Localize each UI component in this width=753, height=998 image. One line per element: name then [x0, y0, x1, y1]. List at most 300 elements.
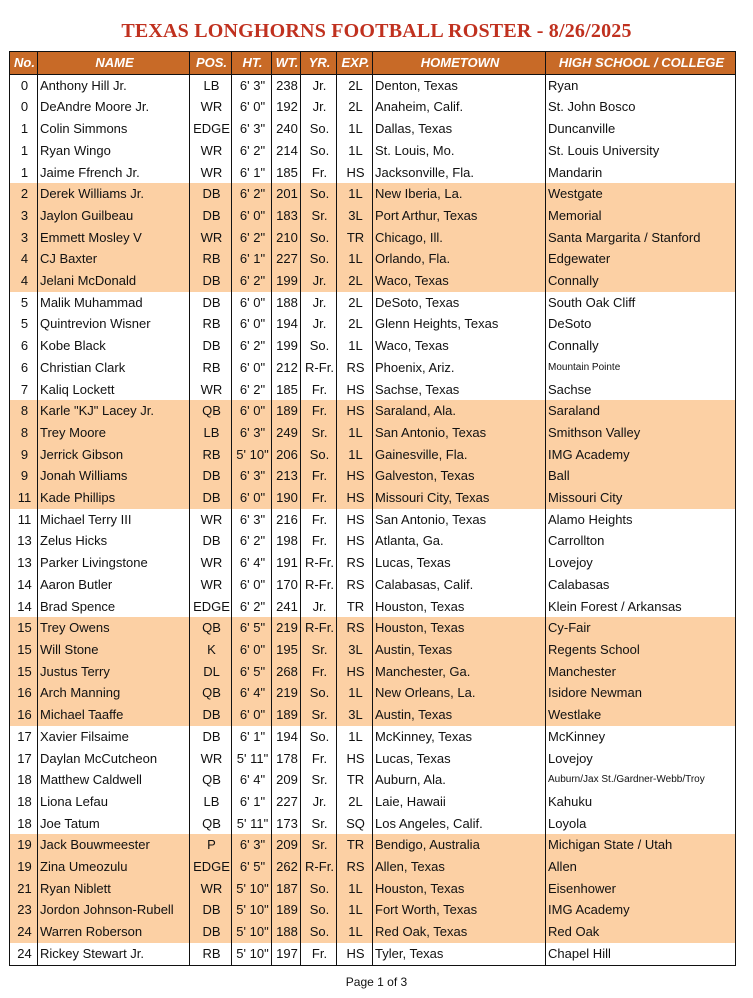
cell-experience: HS: [337, 487, 373, 509]
cell-school: Michigan State / Utah: [546, 834, 736, 856]
cell-school: Ryan: [546, 74, 736, 96]
table-row: [10, 162, 736, 184]
cell-name: Jonah Williams: [38, 465, 190, 487]
table-row: [10, 227, 736, 249]
cell-year: Fr.: [301, 379, 337, 401]
cell-school: Calabasas: [546, 574, 736, 596]
cell-weight: 199: [272, 335, 301, 357]
cell-year: R-Fr.: [301, 617, 337, 639]
cell-number: 7: [10, 379, 38, 401]
cell-experience: 1L: [337, 140, 373, 162]
cell-name: Christian Clark: [38, 357, 190, 379]
cell-position: WR: [190, 748, 232, 770]
table-row: [10, 248, 736, 270]
header-row: [10, 52, 736, 75]
cell-position: DB: [190, 726, 232, 748]
cell-height: 6' 4": [232, 552, 272, 574]
cell-height: 6' 4": [232, 769, 272, 791]
cell-school: Kahuku: [546, 791, 736, 813]
cell-weight: 241: [272, 596, 301, 618]
cell-position: LB: [190, 422, 232, 444]
cell-experience: HS: [337, 748, 373, 770]
cell-height: 6' 2": [232, 270, 272, 292]
table-row: [10, 748, 736, 770]
cell-number: 19: [10, 856, 38, 878]
cell-position: WR: [190, 379, 232, 401]
cell-position: DB: [190, 292, 232, 314]
cell-school: Allen: [546, 856, 736, 878]
cell-height: 6' 3": [232, 465, 272, 487]
cell-name: Kaliq Lockett: [38, 379, 190, 401]
cell-weight: 227: [272, 791, 301, 813]
cell-hometown: Anaheim, Calif.: [373, 96, 546, 118]
cell-weight: 201: [272, 183, 301, 205]
table-row: [10, 118, 736, 140]
cell-experience: 1L: [337, 444, 373, 466]
cell-weight: 194: [272, 726, 301, 748]
cell-number: 24: [10, 943, 38, 965]
cell-experience: 1L: [337, 921, 373, 943]
cell-height: 6' 2": [232, 140, 272, 162]
cell-school: South Oak Cliff: [546, 292, 736, 314]
cell-experience: TR: [337, 769, 373, 791]
cell-weight: 206: [272, 444, 301, 466]
cell-school: DeSoto: [546, 313, 736, 335]
cell-year: Fr.: [301, 748, 337, 770]
table-row: [10, 791, 736, 813]
cell-number: 21: [10, 878, 38, 900]
cell-height: 5' 10": [232, 878, 272, 900]
cell-name: CJ Baxter: [38, 248, 190, 270]
cell-position: RB: [190, 248, 232, 270]
cell-weight: 194: [272, 313, 301, 335]
cell-year: Fr.: [301, 400, 337, 422]
table-row: [10, 313, 736, 335]
cell-school: Cy-Fair: [546, 617, 736, 639]
cell-position: WR: [190, 878, 232, 900]
cell-experience: 1L: [337, 682, 373, 704]
cell-height: 5' 10": [232, 921, 272, 943]
cell-height: 6' 3": [232, 834, 272, 856]
cell-year: Fr.: [301, 162, 337, 184]
cell-experience: HS: [337, 465, 373, 487]
cell-number: 15: [10, 617, 38, 639]
column-header-school: HIGH SCHOOL / COLLEGE: [546, 52, 736, 75]
cell-hometown: Los Angeles, Calif.: [373, 813, 546, 835]
cell-height: 6' 4": [232, 682, 272, 704]
cell-school: Santa Margarita / Stanford: [546, 227, 736, 249]
cell-position: LB: [190, 74, 232, 96]
cell-hometown: Saraland, Ala.: [373, 400, 546, 422]
cell-experience: 2L: [337, 96, 373, 118]
cell-hometown: Calabasas, Calif.: [373, 574, 546, 596]
table-row: [10, 140, 736, 162]
cell-year: Jr.: [301, 791, 337, 813]
table-row: [10, 878, 736, 900]
cell-experience: TR: [337, 227, 373, 249]
cell-school: Regents School: [546, 639, 736, 661]
table-row: [10, 617, 736, 639]
cell-hometown: Sachse, Texas: [373, 379, 546, 401]
table-row: [10, 834, 736, 856]
cell-name: Anthony Hill Jr.: [38, 74, 190, 96]
table-row: [10, 574, 736, 596]
cell-year: Fr.: [301, 465, 337, 487]
cell-name: Colin Simmons: [38, 118, 190, 140]
cell-height: 5' 10": [232, 444, 272, 466]
cell-name: Ryan Niblett: [38, 878, 190, 900]
cell-weight: 185: [272, 379, 301, 401]
cell-hometown: San Antonio, Texas: [373, 422, 546, 444]
cell-number: 24: [10, 921, 38, 943]
cell-position: EDGE: [190, 118, 232, 140]
cell-year: Sr.: [301, 813, 337, 835]
cell-height: 6' 2": [232, 227, 272, 249]
cell-year: Jr.: [301, 313, 337, 335]
cell-year: Sr.: [301, 769, 337, 791]
cell-hometown: San Antonio, Texas: [373, 509, 546, 531]
cell-year: Sr.: [301, 205, 337, 227]
cell-weight: 213: [272, 465, 301, 487]
cell-height: 6' 1": [232, 791, 272, 813]
cell-hometown: Waco, Texas: [373, 270, 546, 292]
cell-height: 6' 5": [232, 856, 272, 878]
cell-hometown: Fort Worth, Texas: [373, 899, 546, 921]
cell-hometown: Houston, Texas: [373, 596, 546, 618]
cell-height: 6' 3": [232, 74, 272, 96]
cell-year: Fr.: [301, 530, 337, 552]
table-row: [10, 639, 736, 661]
table-row: [10, 465, 736, 487]
cell-hometown: Chicago, Ill.: [373, 227, 546, 249]
cell-position: WR: [190, 140, 232, 162]
cell-school: Manchester: [546, 661, 736, 683]
cell-name: Arch Manning: [38, 682, 190, 704]
cell-experience: TR: [337, 596, 373, 618]
cell-hometown: Glenn Heights, Texas: [373, 313, 546, 335]
cell-height: 6' 5": [232, 617, 272, 639]
table-row: [10, 552, 736, 574]
cell-weight: 238: [272, 74, 301, 96]
cell-weight: 192: [272, 96, 301, 118]
table-row: [10, 422, 736, 444]
cell-experience: HS: [337, 162, 373, 184]
cell-year: Jr.: [301, 270, 337, 292]
cell-position: RB: [190, 943, 232, 965]
cell-year: Sr.: [301, 704, 337, 726]
cell-number: 16: [10, 682, 38, 704]
cell-school: Westlake: [546, 704, 736, 726]
cell-weight: 268: [272, 661, 301, 683]
cell-position: RB: [190, 444, 232, 466]
cell-position: WR: [190, 162, 232, 184]
cell-experience: 2L: [337, 74, 373, 96]
cell-hometown: Missouri City, Texas: [373, 487, 546, 509]
cell-year: Fr.: [301, 661, 337, 683]
cell-position: EDGE: [190, 856, 232, 878]
cell-school: Westgate: [546, 183, 736, 205]
cell-hometown: Houston, Texas: [373, 617, 546, 639]
cell-experience: 1L: [337, 335, 373, 357]
cell-school: St. Louis University: [546, 140, 736, 162]
cell-height: 6' 3": [232, 118, 272, 140]
cell-height: 6' 0": [232, 357, 272, 379]
cell-year: So.: [301, 140, 337, 162]
cell-height: 6' 1": [232, 726, 272, 748]
cell-year: Sr.: [301, 639, 337, 661]
cell-number: 17: [10, 726, 38, 748]
cell-experience: 2L: [337, 292, 373, 314]
cell-year: Fr.: [301, 509, 337, 531]
cell-name: Zina Umeozulu: [38, 856, 190, 878]
cell-school: Ball: [546, 465, 736, 487]
cell-school: Eisenhower: [546, 878, 736, 900]
cell-height: 6' 5": [232, 661, 272, 683]
cell-experience: HS: [337, 530, 373, 552]
cell-hometown: McKinney, Texas: [373, 726, 546, 748]
cell-weight: 173: [272, 813, 301, 835]
cell-name: Aaron Butler: [38, 574, 190, 596]
table-row: [10, 899, 736, 921]
cell-position: DB: [190, 487, 232, 509]
cell-height: 6' 0": [232, 96, 272, 118]
cell-hometown: DeSoto, Texas: [373, 292, 546, 314]
cell-hometown: Tyler, Texas: [373, 943, 546, 965]
cell-position: QB: [190, 769, 232, 791]
cell-experience: 1L: [337, 422, 373, 444]
cell-experience: RS: [337, 617, 373, 639]
cell-number: 6: [10, 357, 38, 379]
cell-year: R-Fr.: [301, 574, 337, 596]
column-header-name: NAME: [38, 52, 190, 75]
table-row: [10, 74, 736, 96]
cell-position: RB: [190, 357, 232, 379]
cell-experience: 1L: [337, 118, 373, 140]
cell-number: 16: [10, 704, 38, 726]
cell-position: DB: [190, 335, 232, 357]
cell-position: WR: [190, 509, 232, 531]
cell-hometown: Orlando, Fla.: [373, 248, 546, 270]
cell-height: 6' 2": [232, 596, 272, 618]
cell-number: 3: [10, 205, 38, 227]
cell-height: 5' 10": [232, 899, 272, 921]
cell-height: 6' 0": [232, 400, 272, 422]
cell-height: 5' 11": [232, 748, 272, 770]
cell-year: Fr.: [301, 487, 337, 509]
cell-weight: 185: [272, 162, 301, 184]
cell-position: WR: [190, 96, 232, 118]
cell-hometown: Port Arthur, Texas: [373, 205, 546, 227]
column-header-pos: POS.: [190, 52, 232, 75]
cell-number: 4: [10, 270, 38, 292]
cell-number: 6: [10, 335, 38, 357]
cell-school: Auburn/Jax St./Gardner-Webb/Troy: [546, 769, 736, 791]
cell-height: 6' 2": [232, 335, 272, 357]
cell-year: So.: [301, 921, 337, 943]
cell-hometown: Dallas, Texas: [373, 118, 546, 140]
cell-position: DB: [190, 530, 232, 552]
cell-position: QB: [190, 617, 232, 639]
cell-height: 6' 0": [232, 205, 272, 227]
cell-height: 6' 0": [232, 487, 272, 509]
cell-name: Rickey Stewart Jr.: [38, 943, 190, 965]
cell-position: WR: [190, 552, 232, 574]
cell-experience: RS: [337, 357, 373, 379]
cell-experience: HS: [337, 943, 373, 965]
cell-number: 9: [10, 444, 38, 466]
table-row: [10, 661, 736, 683]
cell-year: Sr.: [301, 422, 337, 444]
roster-body: [10, 74, 736, 965]
table-row: [10, 205, 736, 227]
table-row: [10, 292, 736, 314]
cell-year: So.: [301, 118, 337, 140]
cell-position: QB: [190, 813, 232, 835]
cell-number: 18: [10, 791, 38, 813]
cell-experience: HS: [337, 400, 373, 422]
cell-height: 6' 0": [232, 574, 272, 596]
cell-experience: 3L: [337, 205, 373, 227]
cell-experience: SQ: [337, 813, 373, 835]
cell-position: EDGE: [190, 596, 232, 618]
cell-school: Red Oak: [546, 921, 736, 943]
cell-height: 6' 1": [232, 248, 272, 270]
cell-number: 0: [10, 74, 38, 96]
cell-experience: 1L: [337, 878, 373, 900]
cell-name: Karle "KJ" Lacey Jr.: [38, 400, 190, 422]
table-row: [10, 813, 736, 835]
cell-school: Carrollton: [546, 530, 736, 552]
roster-table: [9, 51, 736, 966]
cell-number: 1: [10, 140, 38, 162]
cell-number: 8: [10, 400, 38, 422]
cell-height: 6' 0": [232, 704, 272, 726]
table-row: [10, 270, 736, 292]
cell-weight: 219: [272, 617, 301, 639]
cell-school: Alamo Heights: [546, 509, 736, 531]
cell-name: Kade Phillips: [38, 487, 190, 509]
cell-name: Matthew Caldwell: [38, 769, 190, 791]
cell-name: Joe Tatum: [38, 813, 190, 835]
cell-weight: 187: [272, 878, 301, 900]
cell-school: Sachse: [546, 379, 736, 401]
column-header-ht: HT.: [232, 52, 272, 75]
cell-weight: 183: [272, 205, 301, 227]
cell-weight: 170: [272, 574, 301, 596]
cell-experience: 1L: [337, 899, 373, 921]
cell-number: 2: [10, 183, 38, 205]
cell-number: 13: [10, 552, 38, 574]
cell-number: 15: [10, 661, 38, 683]
cell-name: Michael Terry III: [38, 509, 190, 531]
cell-experience: 2L: [337, 313, 373, 335]
cell-hometown: Manchester, Ga.: [373, 661, 546, 683]
table-row: [10, 335, 736, 357]
cell-experience: 3L: [337, 639, 373, 661]
cell-position: RB: [190, 313, 232, 335]
cell-number: 0: [10, 96, 38, 118]
cell-hometown: Auburn, Ala.: [373, 769, 546, 791]
cell-weight: 191: [272, 552, 301, 574]
cell-height: 6' 2": [232, 379, 272, 401]
cell-weight: 197: [272, 943, 301, 965]
cell-weight: 198: [272, 530, 301, 552]
cell-experience: TR: [337, 834, 373, 856]
cell-experience: 2L: [337, 270, 373, 292]
cell-hometown: Atlanta, Ga.: [373, 530, 546, 552]
cell-hometown: Lucas, Texas: [373, 552, 546, 574]
cell-year: So.: [301, 878, 337, 900]
cell-experience: 2L: [337, 791, 373, 813]
cell-name: Xavier Filsaime: [38, 726, 190, 748]
cell-hometown: Allen, Texas: [373, 856, 546, 878]
cell-hometown: Gainesville, Fla.: [373, 444, 546, 466]
cell-weight: 219: [272, 682, 301, 704]
table-row: [10, 509, 736, 531]
cell-number: 14: [10, 596, 38, 618]
cell-name: Will Stone: [38, 639, 190, 661]
cell-name: DeAndre Moore Jr.: [38, 96, 190, 118]
table-row: [10, 726, 736, 748]
column-header-no: No.: [10, 52, 38, 75]
cell-hometown: Waco, Texas: [373, 335, 546, 357]
cell-height: 6' 3": [232, 422, 272, 444]
cell-school: Edgewater: [546, 248, 736, 270]
table-row: [10, 682, 736, 704]
cell-number: 3: [10, 227, 38, 249]
cell-school: Missouri City: [546, 487, 736, 509]
cell-year: So.: [301, 682, 337, 704]
cell-school: Loyola: [546, 813, 736, 835]
cell-year: So.: [301, 248, 337, 270]
cell-height: 6' 0": [232, 313, 272, 335]
cell-school: IMG Academy: [546, 899, 736, 921]
cell-hometown: Houston, Texas: [373, 878, 546, 900]
cell-weight: 240: [272, 118, 301, 140]
table-row: [10, 357, 736, 379]
cell-number: 11: [10, 487, 38, 509]
cell-name: Justus Terry: [38, 661, 190, 683]
cell-school: Connally: [546, 335, 736, 357]
cell-year: Sr.: [301, 834, 337, 856]
cell-weight: 195: [272, 639, 301, 661]
cell-hometown: Austin, Texas: [373, 704, 546, 726]
cell-experience: HS: [337, 509, 373, 531]
cell-weight: 199: [272, 270, 301, 292]
cell-number: 13: [10, 530, 38, 552]
table-row: [10, 943, 736, 965]
cell-height: 6' 1": [232, 162, 272, 184]
cell-experience: RS: [337, 552, 373, 574]
cell-height: 5' 11": [232, 813, 272, 835]
page-title: TEXAS LONGHORNS FOOTBALL ROSTER - 8/26/2025: [121, 20, 632, 42]
cell-weight: 189: [272, 899, 301, 921]
cell-weight: 227: [272, 248, 301, 270]
cell-position: DB: [190, 921, 232, 943]
cell-number: 19: [10, 834, 38, 856]
cell-number: 9: [10, 465, 38, 487]
table-row: [10, 379, 736, 401]
cell-position: DB: [190, 899, 232, 921]
cell-number: 1: [10, 162, 38, 184]
cell-name: Quintrevion Wisner: [38, 313, 190, 335]
cell-name: Zelus Hicks: [38, 530, 190, 552]
cell-year: Jr.: [301, 596, 337, 618]
cell-hometown: St. Louis, Mo.: [373, 140, 546, 162]
cell-weight: 214: [272, 140, 301, 162]
cell-year: So.: [301, 335, 337, 357]
cell-year: So.: [301, 726, 337, 748]
